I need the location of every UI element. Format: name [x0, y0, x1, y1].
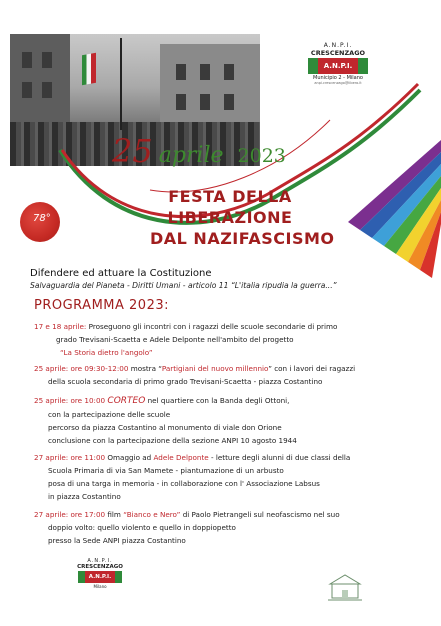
event-3: 25 aprile: ore 10:00 CORTEO nel quartiere con la Banda degli Ottoni, con la partecipazione delle scuole percorso da piazza Costantino al monumento di viale don Orione conclusione con la partecipazione della sezione ANPI 10 agosto 1944	[34, 396, 297, 445]
date-year: 2023	[237, 145, 286, 167]
intro-line-2: Salvaguardia del Pianeta - Diritti Umani - articolo 11 “L'italia ripudia la guerra...”	[30, 281, 337, 290]
event-2: 25 aprile: ore 09:30-12:00 mostra “Partigiani del nuovo millennio” con i lavori dei ragazzi della scuola secondaria di primo grado Trevisani-Scaetta - piazza Costantino	[34, 364, 356, 386]
intro-line-1: Difendere ed attuare la Costituzione	[30, 268, 212, 279]
date-day: 25	[112, 132, 153, 170]
programma-title: PROGRAMMA 2023:	[34, 298, 169, 313]
event-1: 17 e 18 aprile: Proseguono gli incontri con i ragazzi delle scuole secondarie di primo grado Trevisani-Scaetta e Adele Delponte nell'ambito del progetto “La Storia dietro l'angolo”	[34, 322, 338, 357]
event-date	[112, 132, 286, 170]
footer-anpi-logo: A.N.P.I. CRESCENZAGO A.N.P.I. Milano	[77, 558, 123, 589]
labsus-logo-icon	[326, 570, 364, 604]
headline: FESTA DELLA LIBERAZIONE DAL NAZIFASCISMO	[150, 187, 335, 248]
date-month: aprile	[158, 143, 224, 168]
event-4: 27 aprile: ore 11:00 Omaggio ad Adele Delponte - letture degli alunni di due classi della Scuola Primaria di via San Mamete - piantumazione di un arbusto posa di una targa in memoria - in collaborazione con l' Associazione Labsus in piazza Costantino	[34, 453, 351, 501]
anniversary-label: 78°	[33, 213, 51, 224]
anpi-logo: A.N.P.I. CRESCENZAGO A.N.P.I. Municipio 2 - Milano anpi.crescenzago@libero.it	[298, 42, 378, 85]
event-5: 27 aprile: ore 17:00 film “Bianco e Nero” di Paolo Pietrangeli sul neofascismo nel suo doppio volto: quello violento e quello in doppiopetto presso la Sede ANPI piazza Costantino	[34, 510, 340, 545]
